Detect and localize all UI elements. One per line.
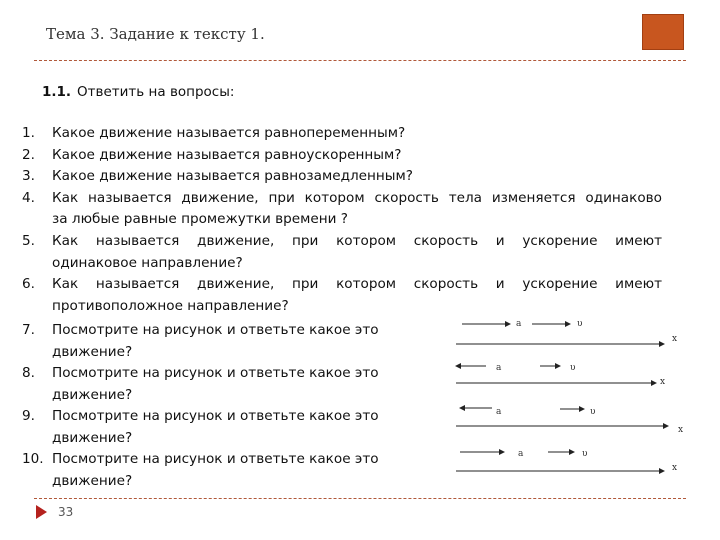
task-heading [42,84,234,100]
logo-icon [642,14,684,50]
acceleration-label: a [496,363,502,373]
question-text: Какое движение называется равнопеременным? [52,125,406,141]
question-number: 9. [22,408,35,424]
footer-divider [34,498,686,499]
task-heading-text: Ответить на вопросы: [77,84,235,100]
question-text: Как называется движение, при котором скорость и ускорение имеют [52,233,662,249]
diagram-q10 [452,444,692,484]
question-text: Посмотрите на рисунок и ответьте какое это [52,408,379,424]
question-text-continued: движение? [52,472,133,489]
diagram-q7 [452,314,692,354]
question-text-continued: противоположное направление? [52,297,289,314]
slide-title: Тема 3. Задание к тексту 1. [46,25,265,43]
question-text: Посмотрите на рисунок и ответьте какое это [52,451,379,467]
diagram-q8 [452,358,692,398]
acceleration-label: a [518,449,524,459]
question-text-continued: движение? [52,386,133,403]
question-number: 8. [22,365,35,381]
velocity-label: υ [577,319,583,329]
question-text: Как называется движение, при котором скорость и ускорение имеют [52,276,662,292]
header-divider [34,60,686,61]
question-number: 2. [22,146,35,163]
question-number: 4. [22,189,35,206]
velocity-label: υ [570,363,576,373]
question-text: Как называется движение, при котором скорость тела изменяется одинаково [52,189,662,206]
question-text-continued: одинаковое направление? [52,254,243,271]
velocity-label: υ [590,407,596,417]
question-text: Посмотрите на рисунок и ответьте какое это [52,322,379,338]
question-number: 10. [22,451,44,467]
acceleration-label: a [516,319,522,329]
question-number: 6. [22,276,35,292]
question-text-continued: движение? [52,343,133,360]
question-text: Посмотрите на рисунок и ответьте какое это [52,365,379,381]
question-text-continued: за любые равные промежутки времени ? [52,211,348,227]
x-axis-label: x [678,425,684,435]
acceleration-label: a [496,407,502,417]
question-number: 1. [22,125,35,141]
x-axis-label: x [672,463,678,473]
velocity-label: υ [582,449,588,459]
next-arrow-icon[interactable] [36,505,47,519]
question-number: 3. [22,168,35,184]
x-axis-label: x [672,334,678,344]
x-axis-label: x [660,377,666,387]
diagram-q9 [452,402,692,442]
question-number: 7. [22,322,35,338]
question-text-continued: движение? [52,429,133,446]
question-text: Какое движение называется равнозамедленным? [52,168,414,184]
page-number: 33 [58,505,74,519]
question-number: 5. [22,233,35,249]
task-number: 1.1. [42,84,72,100]
question-text: Какое движение называется равноускоренным? [52,146,402,163]
